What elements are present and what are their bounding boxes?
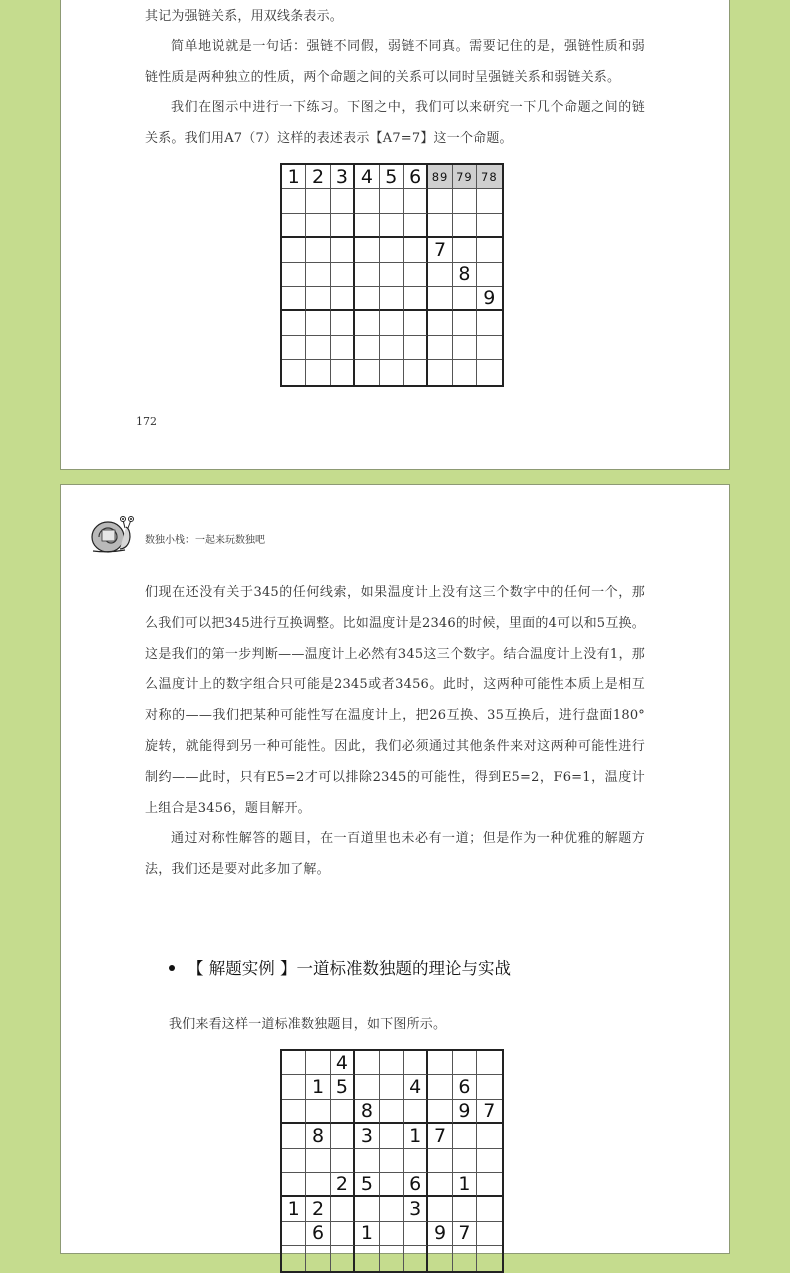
sudoku-cell: [331, 214, 355, 238]
section-heading: [169, 955, 511, 979]
sudoku-cell: [477, 1075, 501, 1099]
sudoku-cell: [453, 1246, 477, 1270]
sudoku-cell: [331, 360, 355, 384]
sudoku-cell: [380, 287, 404, 311]
sudoku-cell: 6: [306, 1222, 330, 1246]
sudoku-cell: [331, 1124, 355, 1148]
paragraph: 简单地说就是一句话：强链不同假，弱链不同真。需要记住的是，强链性质和弱链性质是两种独立的性质，两个命题之间的关系可以同时呈强链关系和弱链关系。: [145, 39, 645, 85]
candidate-cell: 78: [477, 165, 501, 189]
sudoku-cell: [404, 336, 428, 360]
sudoku-cell: [428, 1197, 452, 1221]
sudoku-cell: 1: [404, 1124, 428, 1148]
sudoku-cell: [428, 336, 452, 360]
sudoku-cell: [380, 1173, 404, 1197]
sudoku-cell: 9: [428, 1222, 452, 1246]
sudoku-cell: [477, 214, 501, 238]
sudoku-cell: [331, 336, 355, 360]
sudoku-cell: [306, 263, 330, 287]
sudoku-cell: 4: [404, 1075, 428, 1099]
sudoku-cell: [306, 1173, 330, 1197]
paragraph: 通过对称性解答的题目，在一百道里也未必有一道；但是作为一种优雅的解题方法，我们还是要对此多加了解。: [145, 831, 645, 877]
sudoku-cell: [477, 238, 501, 262]
page-number: 172: [136, 415, 157, 428]
bullet-icon: [169, 965, 175, 971]
book-page-173: [60, 484, 730, 1254]
sudoku-cell: 7: [453, 1222, 477, 1246]
sudoku-cell: 1: [453, 1173, 477, 1197]
sudoku-cell: [306, 1149, 330, 1173]
sudoku-cell: [477, 1124, 501, 1148]
sudoku-cell: [355, 360, 379, 384]
sudoku-cell: [380, 1124, 404, 1148]
sudoku-cell: 6: [453, 1075, 477, 1099]
sudoku-cell: [331, 1222, 355, 1246]
sudoku-cell: [404, 360, 428, 384]
sudoku-cell: [453, 360, 477, 384]
sudoku-cell: [380, 189, 404, 213]
sudoku-cell: [404, 238, 428, 262]
sudoku-cell: [282, 189, 306, 213]
sudoku-cell: [453, 1124, 477, 1148]
sudoku-cell: [331, 189, 355, 213]
paragraph: 们现在还没有关于345的任何线索，如果温度计上没有这三个数字中的任何一个，那么我们可以把345进行互换调整。比如温度计是2346的时候，里面的4可以和5互换。这是我们的第一步判断——温度计上必然有345这三个数字。结合温度计上没有1，那么温度计上的数字组合只可能是2345或者3456。此时，这两种可能性本质上是相互对称的——我们把某种可能性写在温度计上，把26互换、35互换后，进行盘面180° 旋转，就能得到另一种可能性。因此，我们必须通过其他条件来对这两种可能性进行制约——此时，只有E5=2才可以排除2345的可能性，得到E5=2，F6=1，温度计上组合是3456，题目解开。: [145, 585, 645, 816]
sudoku-cell: [428, 1100, 452, 1124]
sudoku-cell: [355, 336, 379, 360]
sudoku-cell: [477, 336, 501, 360]
sudoku-grid-chain-example: [280, 163, 504, 387]
sudoku-cell: [306, 336, 330, 360]
sudoku-cell: [477, 189, 501, 213]
sudoku-cell: 1: [282, 165, 306, 189]
sudoku-cell: 9: [453, 1100, 477, 1124]
sudoku-cell: [331, 1197, 355, 1221]
sudoku-cell: [380, 238, 404, 262]
candidate-cell: 89: [428, 165, 452, 189]
sudoku-cell: [428, 1149, 452, 1173]
sudoku-cell: 4: [331, 1051, 355, 1075]
sudoku-cell: [453, 1149, 477, 1173]
sudoku-cell: [282, 1149, 306, 1173]
sudoku-cell: 9: [477, 287, 501, 311]
sudoku-cell: 1: [282, 1197, 306, 1221]
section-heading-text: 【 解题实例 】一道标准数独题的理论与实战: [187, 959, 511, 978]
book-page-172: [60, 0, 730, 470]
sudoku-cell: [428, 1173, 452, 1197]
paragraph: 我们在图示中进行一下练习。下图之中，我们可以来研究一下几个命题之间的链关系。我们用A7（7）这样的表述表示【A7=7】这一个命题。: [145, 100, 645, 146]
sudoku-cell: [428, 1246, 452, 1270]
sudoku-cell: [404, 189, 428, 213]
sudoku-cell: [453, 311, 477, 335]
sudoku-cell: [477, 1051, 501, 1075]
sudoku-cell: [380, 311, 404, 335]
sudoku-cell: [404, 287, 428, 311]
sudoku-cell: [282, 311, 306, 335]
sudoku-cell: [282, 263, 306, 287]
sudoku-cell: [331, 1100, 355, 1124]
running-head: 数独小栈：一起来玩数独吧: [145, 535, 265, 546]
sudoku-cell: 5: [331, 1075, 355, 1099]
sudoku-cell: [380, 1197, 404, 1221]
sudoku-cell: [355, 1246, 379, 1270]
sudoku-cell: [477, 1149, 501, 1173]
paragraph: 我们来看这样一道标准数独题目，如下图所示。: [169, 1017, 447, 1032]
sudoku-cell: [355, 1051, 379, 1075]
sudoku-cell: [355, 1197, 379, 1221]
sudoku-cell: 2: [306, 165, 330, 189]
sudoku-cell: [282, 1246, 306, 1270]
sudoku-cell: [282, 1222, 306, 1246]
sudoku-cell: [380, 263, 404, 287]
sudoku-cell: 6: [404, 165, 428, 189]
sudoku-cell: [453, 238, 477, 262]
snail-mascot-icon: [89, 515, 137, 555]
sudoku-cell: [306, 1246, 330, 1270]
sudoku-cell: [306, 214, 330, 238]
sudoku-cell: [477, 1222, 501, 1246]
sudoku-cell: [306, 311, 330, 335]
sudoku-cell: [404, 311, 428, 335]
sudoku-cell: [306, 287, 330, 311]
sudoku-cell: 3: [404, 1197, 428, 1221]
sudoku-cell: [380, 1100, 404, 1124]
sudoku-cell: 7: [428, 1124, 452, 1148]
sudoku-cell: [428, 189, 452, 213]
sudoku-cell: [477, 311, 501, 335]
sudoku-cell: 5: [380, 165, 404, 189]
sudoku-cell: [282, 1124, 306, 1148]
sudoku-cell: 2: [306, 1197, 330, 1221]
sudoku-cell: [331, 311, 355, 335]
sudoku-cell: [453, 336, 477, 360]
sudoku-cell: [404, 263, 428, 287]
sudoku-cell: [282, 360, 306, 384]
sudoku-cell: [355, 311, 379, 335]
sudoku-cell: [477, 1246, 501, 1270]
sudoku-cell: [428, 214, 452, 238]
sudoku-cell: 7: [477, 1100, 501, 1124]
sudoku-cell: [404, 1100, 428, 1124]
sudoku-cell: [404, 214, 428, 238]
sudoku-cell: [380, 1051, 404, 1075]
sudoku-cell: [404, 1246, 428, 1270]
sudoku-cell: [404, 1222, 428, 1246]
sudoku-cell: [428, 1075, 452, 1099]
sudoku-cell: [306, 238, 330, 262]
sudoku-cell: 8: [355, 1100, 379, 1124]
sudoku-cell: [331, 1149, 355, 1173]
sudoku-cell: 2: [331, 1173, 355, 1197]
sudoku-cell: [477, 263, 501, 287]
sudoku-cell: 4: [355, 165, 379, 189]
sudoku-cell: [282, 1100, 306, 1124]
sudoku-cell: [331, 1246, 355, 1270]
sudoku-cell: [282, 1173, 306, 1197]
sudoku-cell: [428, 287, 452, 311]
sudoku-cell: [355, 189, 379, 213]
sudoku-cell: [453, 189, 477, 213]
sudoku-cell: [380, 1149, 404, 1173]
sudoku-cell: [306, 189, 330, 213]
sudoku-cell: [331, 238, 355, 262]
sudoku-cell: 8: [453, 263, 477, 287]
sudoku-cell: [477, 1197, 501, 1221]
sudoku-cell: [282, 1075, 306, 1099]
sudoku-cell: [282, 1051, 306, 1075]
sudoku-cell: [380, 336, 404, 360]
sudoku-cell: [453, 1197, 477, 1221]
sudoku-cell: [453, 287, 477, 311]
sudoku-cell: [331, 287, 355, 311]
sudoku-cell: [477, 360, 501, 384]
sudoku-cell: [355, 214, 379, 238]
sudoku-cell: 6: [404, 1173, 428, 1197]
sudoku-cell: [355, 1075, 379, 1099]
sudoku-cell: [355, 263, 379, 287]
sudoku-cell: [306, 1051, 330, 1075]
sudoku-cell: 1: [355, 1222, 379, 1246]
sudoku-grid-puzzle: [280, 1049, 504, 1273]
sudoku-cell: [282, 238, 306, 262]
sudoku-cell: [380, 1075, 404, 1099]
sudoku-cell: 8: [306, 1124, 330, 1148]
paragraph: 其记为强链关系，用双线条表示。: [145, 9, 344, 24]
sudoku-cell: [355, 287, 379, 311]
sudoku-cell: 1: [306, 1075, 330, 1099]
sudoku-cell: [404, 1149, 428, 1173]
sudoku-cell: 7: [428, 238, 452, 262]
sudoku-cell: [477, 1173, 501, 1197]
sudoku-cell: [282, 287, 306, 311]
sudoku-cell: [355, 238, 379, 262]
sudoku-cell: [380, 214, 404, 238]
sudoku-cell: [355, 1149, 379, 1173]
sudoku-cell: [380, 1222, 404, 1246]
sudoku-cell: 5: [355, 1173, 379, 1197]
sudoku-cell: 3: [331, 165, 355, 189]
sudoku-cell: [380, 1246, 404, 1270]
sudoku-cell: [331, 263, 355, 287]
sudoku-cell: 3: [355, 1124, 379, 1148]
sudoku-cell: [428, 360, 452, 384]
sudoku-cell: [453, 214, 477, 238]
sudoku-cell: [428, 263, 452, 287]
sudoku-cell: [282, 214, 306, 238]
sudoku-cell: [404, 1051, 428, 1075]
sudoku-cell: [428, 1051, 452, 1075]
sudoku-cell: [306, 360, 330, 384]
sudoku-cell: [453, 1051, 477, 1075]
candidate-cell: 79: [453, 165, 477, 189]
sudoku-cell: [282, 336, 306, 360]
sudoku-cell: [306, 1100, 330, 1124]
sudoku-cell: [380, 360, 404, 384]
sudoku-cell: [428, 311, 452, 335]
